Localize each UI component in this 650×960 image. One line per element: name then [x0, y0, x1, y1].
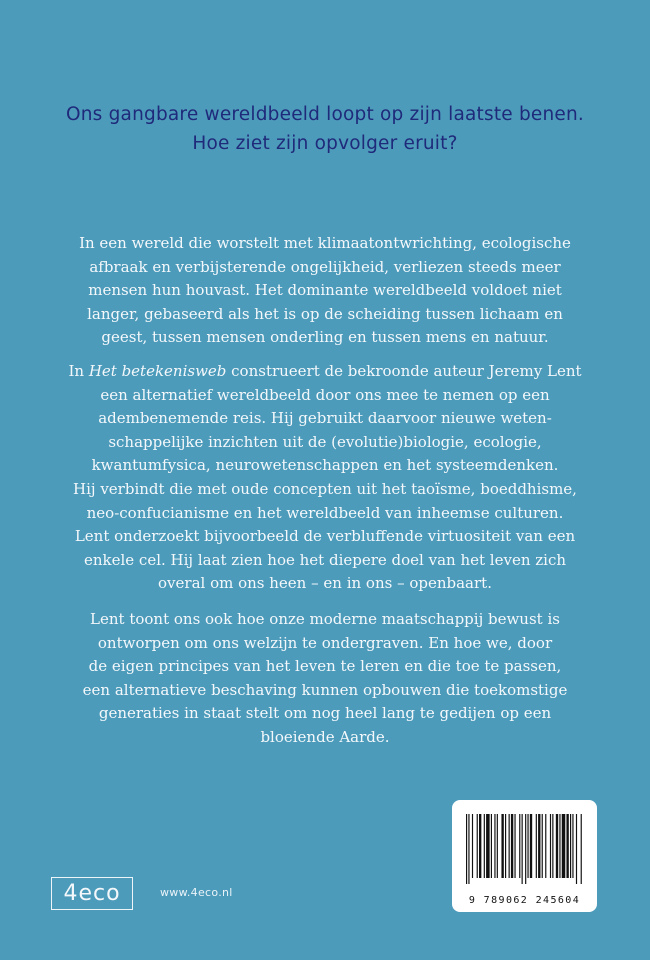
barcode-bar [491, 814, 492, 878]
text-line: geest, tussen mensen onderling en tussen mens en natuur. [101, 328, 549, 347]
text-line: een alternatieve beschaving kunnen opbouwen die toekomstige [82, 680, 568, 699]
barcode-bar [527, 814, 528, 878]
barcode-bar [576, 814, 577, 884]
text-line: kwantumfysica, neurowetenschappen en het systeemdenken. [91, 456, 559, 475]
barcode-bar [509, 814, 510, 878]
barcode-bar [468, 814, 469, 884]
book-title: Het betekenisweb [88, 362, 227, 380]
text-line: Hij verbindt die met oude concepten uit het taoïsme, boeddhisme, [73, 479, 577, 498]
barcode-bar [550, 814, 551, 878]
barcode-box [452, 800, 597, 912]
text-line: overal om ons heen – en in ons – openbaart. [158, 574, 492, 593]
text-fragment: construeert de bekroonde auteur Jeremy Lent [226, 362, 582, 380]
barcode-bar [538, 814, 540, 878]
barcode-bar [477, 814, 478, 878]
barcode-bar [514, 814, 515, 878]
text-line: schappelijke inzichten uit de (evolutie)biologie, ecologie, [108, 432, 542, 451]
text-line: mensen hun houvast. Het dominante wereldbeeld voldoet niet [88, 281, 562, 300]
barcode-bar [497, 814, 498, 878]
text-line [0, 360, 650, 384]
text-fragment: In [68, 362, 89, 380]
barcode-bar [519, 814, 520, 878]
text-line: enkele cel. Hij laat zien hoe het diepere doel van het leven zich [83, 550, 567, 569]
barcode-icon [466, 814, 583, 884]
barcode-bar [494, 814, 495, 878]
barcode-bar [501, 814, 503, 878]
barcode-bar [530, 814, 532, 878]
barcode-bar [566, 814, 568, 878]
tagline-line: Hoe ziet zijn opvolger eruit? [192, 133, 458, 154]
barcode-bar [581, 814, 582, 884]
barcode-bar [536, 814, 537, 878]
barcode-bar [542, 814, 543, 878]
barcode-bar [522, 814, 523, 884]
paragraph-3 [0, 608, 650, 750]
barcode-bar [556, 814, 558, 878]
text-line: neo-confucianisme en het wereldbeeld van inheemse culturen. [86, 503, 564, 522]
publisher-logo [51, 877, 133, 910]
text-line: Lent toont ons ook hoe onze moderne maatschappij bewust is [90, 610, 560, 628]
barcode-bar [572, 814, 573, 878]
barcode-bar [545, 814, 546, 878]
tagline-line: Ons gangbare wereldbeeld loopt op zijn laatste benen. [66, 104, 584, 125]
text-line: de eigen principes van het leven te leren en die toe te passen, [88, 657, 562, 676]
barcode-bar [559, 814, 560, 878]
barcode-bar [484, 814, 485, 878]
text-line: een alternatief wereldbeeld door ons mee te nemen op een [100, 385, 550, 404]
barcode-bar [505, 814, 506, 878]
paragraph-2 [0, 360, 650, 596]
text-line: afbraak en verbijsterende ongelijkheid, verliezen steeds meer [89, 257, 561, 276]
paragraph-1 [0, 232, 650, 350]
text-line: In een wereld die worstelt met klimaatontwrichting, ecologische [79, 234, 571, 252]
barcode-bar [479, 814, 481, 878]
text-line: bloeiende Aarde. [260, 727, 390, 746]
barcode-bar [511, 814, 513, 878]
tagline [0, 100, 650, 158]
barcode-bar [466, 814, 467, 884]
publisher-logo-text: 4eco [63, 881, 121, 906]
publisher-website: www.4eco.nl [160, 886, 233, 899]
barcode-bar [552, 814, 553, 878]
isbn-number: 9 789062 245604 [468, 895, 581, 906]
text-line: ontworpen om ons welzijn te ondergraven. En hoe we, door [97, 633, 553, 652]
barcode-bar [486, 814, 490, 878]
text-line: langer, gebaseerd als het is op de scheiding tussen lichaam en [87, 304, 563, 323]
barcode-bar [472, 814, 473, 878]
barcode-bar [525, 814, 526, 884]
text-line: generaties in staat stelt om nog heel lang te gedijen op een [98, 704, 552, 723]
text-line: Lent onderzoekt bijvoorbeeld de verbluffende virtuositeit van een [74, 527, 576, 546]
text-line: adembenemende reis. Hij gebruikt daarvoor nieuwe weten- [98, 409, 552, 428]
barcode-bar [562, 814, 566, 878]
barcode-bar [570, 814, 571, 878]
